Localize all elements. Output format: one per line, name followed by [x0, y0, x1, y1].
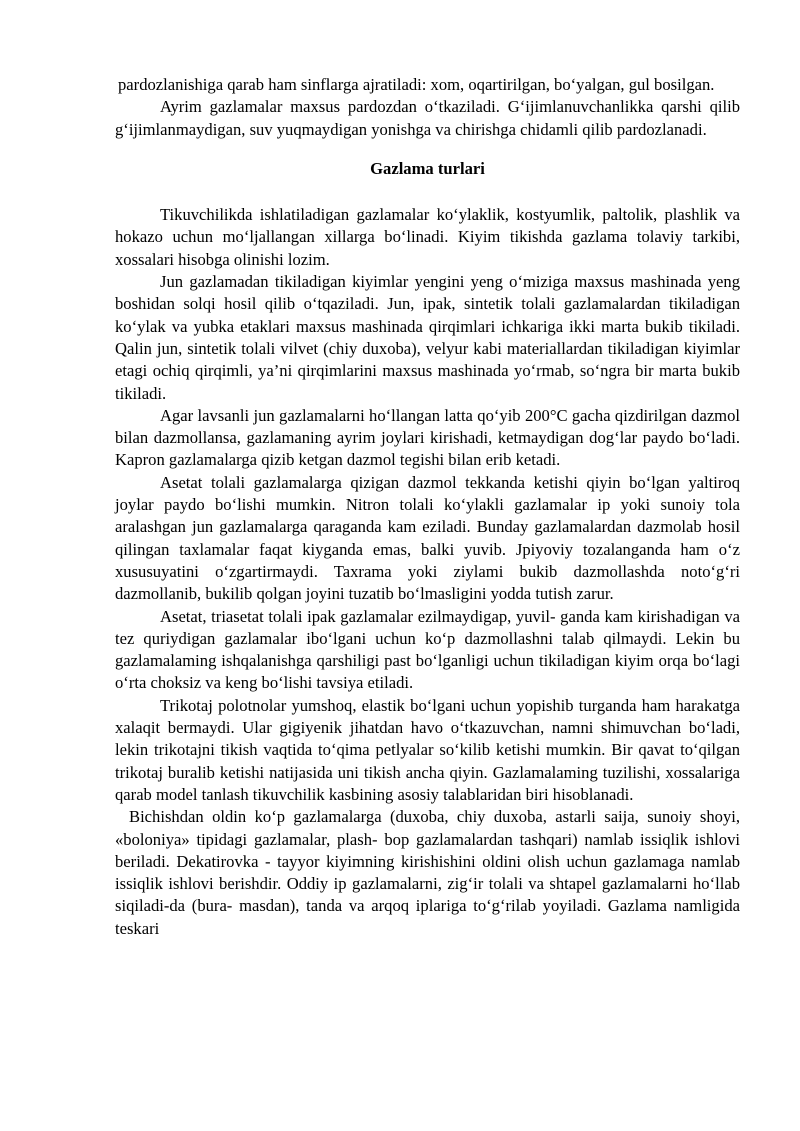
- section-heading: Gazlama turlari: [370, 158, 485, 178]
- paragraph-continuation: pardozlanishiga qarab ham sinflarga ajratiladi: xom, oqartirilgan, bo‘yalgan, gul bosilgan.: [118, 75, 715, 94]
- paragraph-triacetate-silk: Asetat, triasetat tolali ipak gazlamalar ezilmaydigap, yuvil- ganda kam kirishadigan va tez quriydigan gazlamalar ibo‘lgani uchun ko‘p dazmollashni talab qilmaydi. Lekin bu gazlamalaming ishqalanishga qarshiligi past bo‘lganligi uchun tikiladigan kiyim orqa bo‘lagi o‘rta choksiz va keng bo‘lishi tavsiya etiladi.: [115, 606, 740, 693]
- paragraph-knitwear: Trikotaj polotnolar yumshoq, elastik bo‘lgani uchun yopishib turganda ham harakatga xalaqit bermaydi. Ular gigiyenik jihatdan havo o‘tkazuvchan, namni shimuvchan bo‘ladi, lekin trikotajni tikish vaqtida to‘qima petlyalar so‘kilib ketishi mumkin. Bir qavat to‘qilgan trikotaj buralib ketishi natijasida uni tikish ancha qiyin. Gazlamalaming tuzilishi, xossalariga qarab model tanlash tikuvchilik kasbining asosiy talablaridan biri hisoblanadi.: [115, 695, 740, 804]
- paragraph-finishing: Ayrim gazlamalar maxsus pardozdan o‘tkaziladi. G‘ijimlanuvchanlikka qarshi qilib g‘ijimlanmaydigan, suv yuqmaydigan yonishga va chirishga chidamli qilib pardozlanadi.: [115, 97, 740, 139]
- paragraph-fabric-types: Tikuvchilikda ishlatiladigan gazlamalar ko‘ylaklik, kostyumlik, paltolik, plashlik va hokazo uchun mo‘ljallangan xillarga bo‘linadi. Kiyim tikishda gazlama tolaviy tarkibi, xossalari hisobga olinishi lozim.: [115, 205, 740, 269]
- paragraph-wool-garments: Jun gazlamadan tikiladigan kiyimlar yengini yeng o‘miziga maxsus mashinada yeng boshidan solqi hosil qilib o‘tqaziladi. Jun, ipak, sintetik tolali gazlamalardan tikiladigan ko‘ylak va yubka etaklari maxsus mashinada qirqimlari ichkariga ikki marta bukib tikiladi. Qalin jun, sintetik tolali vilvet (chiy duxoba), velyur kabi materiallardan tikiladigan kiyimlar etagi ochiq qirqimli, ya’ni qirqimlarini maxsus mashinada yo‘rmab, so‘ngra bir marta bukib tikiladi.: [115, 272, 740, 403]
- paragraph-acetate-ironing: Asetat tolali gazlamalarga qizigan dazmol tekkanda ketishi qiyin bo‘lgan yaltiroq joylar paydo bo‘lishi mumkin. Nitron tolali ko‘ylakli gazlamalar ip yoki sunoiy tola aralashgan jun gazlamalarga qaraganda kam eziladi. Bunday gazlamalardan dazmolab hosil qilingan taxlamalar faqat kiyganda emas, balki yuvib. Jpiyoviy tozalanganda ham o‘z xususuyatini o‘zgartirmaydi. Taxrama yoki ziylami bukib dazmollashda noto‘g‘ri dazmollanib, bukilib qolgan joyini tuzatib bo‘lmasligini yodda tutish zarur.: [115, 472, 740, 604]
- document-page: [115, 74, 740, 940]
- paragraph-decatizing: Bichishdan oldin ko‘p gazlamalarga (duxoba, chiy duxoba, astarli saija, sunoiy shoyi, «boloniya» tipidagi gazlamalar, plash- bop gazlamalardan tashqari) namlab issiqlik ishlovi beriladi. Dekatirovka - tayyor kiyimning kirishishini oldini olish uchun gazlamaga namlab issiqlik ishlovi berishdir. Oddiy ip gazlamalarni, zig‘ir tolali va shtapel gazlamalarni ho‘llab siqiladi-da (bura- masdan), tanda va arqoq iplariga to‘g‘rilab yoyiladi. Gazlama namligida teskari: [115, 807, 740, 938]
- paragraph-lavsan-ironing: Agar lavsanli jun gazlamalarni ho‘llangan latta qo‘yib 200°C gacha qizdirilgan dazmol bilan dazmollansa, gazlamaning ayrim joylari kirishadi, ketmaydigan dog‘lar paydo bo‘ladi. Kapron gazlamalarga qizib ketgan dazmol tegishi bilan erib ketadi.: [115, 405, 740, 470]
